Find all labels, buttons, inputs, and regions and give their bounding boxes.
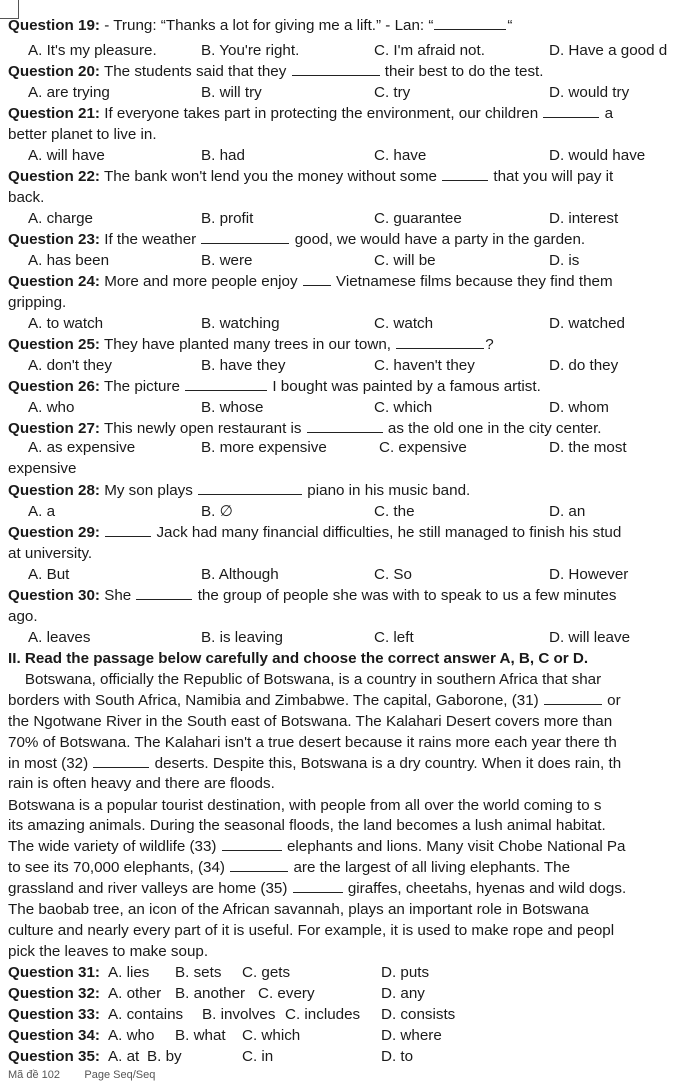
option-d: D. whom	[549, 399, 609, 416]
passage-line: its amazing animals. During the seasonal floods, the land becomes a lush animal habitat.	[8, 817, 606, 834]
passage-line: 70% of Botswana. The Kalahari isn't a true desert because it rains more each year there th	[8, 734, 617, 751]
option-d: D. consists	[381, 1006, 456, 1023]
option-c: C. which	[374, 399, 433, 416]
option-b: B. whose	[201, 399, 264, 416]
question-text: “	[507, 17, 513, 34]
passage-text: giraffes, cheetahs, hyenas and wild dogs.	[343, 880, 627, 897]
passage-text: deserts. Despite this, Botswana is a dry country. When it does rain, th	[150, 755, 622, 772]
passage-line: culture and nearly every part of it is useful. For example, it is used to make rope and peopl	[8, 922, 615, 939]
options-row	[0, 83, 676, 103]
option-b: B. another	[175, 985, 246, 1002]
option-c: C. expensive	[379, 439, 467, 456]
option-d: D. Have a good d	[549, 42, 668, 59]
question-text-continued: ago.	[8, 608, 38, 625]
option-b: B. sets	[175, 964, 222, 981]
question-number: Question 29:	[8, 524, 100, 541]
option-b: B. will try	[201, 84, 262, 101]
option-c: C. I'm afraid not.	[374, 42, 485, 59]
question-text: If the weather	[100, 231, 201, 248]
question-22	[8, 167, 613, 187]
option-a: A. a	[28, 503, 56, 520]
option-b: B. watching	[201, 315, 280, 332]
option-d: D. any	[381, 985, 425, 1002]
question-number: Question 22:	[8, 168, 100, 185]
option-b: B. ∅	[201, 503, 233, 520]
option-a: A. are trying	[28, 84, 110, 101]
answer-blank	[292, 62, 380, 76]
question-text: More and more people enjoy	[100, 273, 302, 290]
options-row	[0, 565, 676, 585]
options-row	[0, 146, 676, 166]
options-row	[0, 628, 676, 648]
question-text: as the old one in the city center.	[383, 420, 602, 437]
option-b: B. You're right.	[201, 42, 300, 59]
passage-text: in most (32)	[8, 755, 93, 772]
question-text: The picture	[100, 378, 185, 395]
passage-line: the Ngotwane River in the South east of Botswana. The Kalahari Desert covers more than	[8, 713, 613, 730]
option-c: C. So	[374, 566, 412, 583]
question-text: They have planted many trees in our town,	[100, 336, 396, 353]
passage-line: Botswana is a popular tourist destination, with people from all over the world coming to s	[8, 797, 602, 814]
answer-blank	[185, 377, 267, 391]
question-34	[0, 1026, 676, 1046]
question-25	[8, 335, 494, 355]
question-text: She	[100, 587, 136, 604]
question-30	[8, 586, 616, 606]
option-c: C. the	[374, 503, 415, 520]
passage-line	[8, 837, 625, 857]
question-35	[0, 1047, 676, 1067]
passage-text: or	[602, 692, 621, 709]
option-b: B. what	[175, 1027, 226, 1044]
option-c: C. will be	[374, 252, 436, 269]
option-a: A. as expensive	[28, 439, 136, 456]
option-b: B. more expensive	[201, 439, 327, 456]
option-c: C. which	[242, 1027, 301, 1044]
question-text: - Trung: “Thanks a lot for giving me a lift.” - Lan: “	[100, 17, 434, 34]
answer-blank-35	[293, 879, 343, 893]
option-b: B. profit	[201, 210, 254, 227]
option-d: D. is	[549, 252, 580, 269]
passage-text: are the largest of all living elephants. The	[289, 859, 571, 876]
answer-blank	[303, 272, 331, 286]
option-c: C. guarantee	[374, 210, 462, 227]
option-a: A. But	[28, 566, 70, 583]
options-row	[0, 314, 676, 334]
passage-line	[8, 879, 626, 899]
option-a: A. leaves	[28, 629, 91, 646]
answer-blank-31	[544, 691, 602, 705]
option-b: B. is leaving	[201, 629, 283, 646]
option-d: D. However	[549, 566, 629, 583]
options-row	[0, 398, 676, 418]
question-number: Question 34:	[8, 1027, 100, 1044]
question-text: piano in his music band.	[303, 482, 471, 499]
option-a: A. will have	[28, 147, 105, 164]
question-text	[100, 524, 104, 541]
question-number: Question 21:	[8, 105, 100, 122]
option-b: B. have they	[201, 357, 286, 374]
option-c: C. includes	[285, 1006, 361, 1023]
answer-blank	[307, 419, 383, 433]
question-text-continued: better planet to live in.	[8, 126, 157, 143]
option-c: C. try	[374, 84, 411, 101]
option-d: D. puts	[381, 964, 430, 981]
question-number: Question 19:	[8, 17, 100, 34]
question-number: Question 26:	[8, 378, 100, 395]
answer-blank	[396, 335, 484, 349]
option-b: B. had	[201, 147, 245, 164]
passage-text: grassland and river valleys are home (35)	[8, 880, 292, 897]
option-d: D. do they	[549, 357, 619, 374]
question-text-continued: gripping.	[8, 294, 67, 311]
options-row	[0, 438, 676, 458]
answer-blank-34	[230, 858, 288, 872]
question-number: Question 27:	[8, 420, 100, 437]
question-32	[0, 984, 676, 1004]
passage-line	[8, 754, 621, 774]
question-text: the group of people she was with to speak to us a few minutes	[193, 587, 617, 604]
passage-text: to see its 70,000 elephants, (34)	[8, 859, 230, 876]
question-27	[8, 419, 602, 439]
option-a: A. lies	[108, 964, 150, 981]
question-text: If everyone takes part in protecting the environment, our children	[100, 105, 543, 122]
question-text: a	[600, 105, 614, 122]
question-20	[8, 62, 543, 82]
option-b: B. were	[201, 252, 253, 269]
option-b: B. by	[147, 1048, 182, 1065]
answer-blank-32	[93, 754, 149, 768]
option-d: D. interest	[549, 210, 619, 227]
options-row	[0, 41, 676, 61]
question-text: good, we would have a party in the garden.	[290, 231, 586, 248]
option-a: A. to watch	[28, 315, 104, 332]
question-text-continued: back.	[8, 189, 45, 206]
question-text: The bank won't lend you the money without some	[100, 168, 442, 185]
option-a: A. other	[108, 985, 162, 1002]
question-text: I bought was painted by a famous artist.	[268, 378, 541, 395]
option-a: A. who	[108, 1027, 155, 1044]
option-c: C. left	[374, 629, 414, 646]
question-number: Question 24:	[8, 273, 100, 290]
answer-blank	[442, 167, 488, 181]
question-text: ?	[485, 336, 494, 353]
option-a: A. It's my pleasure.	[28, 42, 157, 59]
option-d: D. where	[381, 1027, 442, 1044]
passage-text: borders with South Africa, Namibia and Zimbabwe. The capital, Gaborone, (31)	[8, 692, 543, 709]
question-26	[8, 377, 541, 397]
option-c: C. every	[258, 985, 315, 1002]
passage-line: pick the leaves to make soup.	[8, 943, 209, 960]
option-b: B. involves	[202, 1006, 276, 1023]
question-number: Question 33:	[8, 1006, 100, 1023]
options-row	[0, 356, 676, 376]
question-text: their best to do the test.	[380, 63, 544, 80]
answer-blank	[201, 230, 289, 244]
option-d: D. would try	[549, 84, 630, 101]
answer-blank-33	[222, 837, 282, 851]
passage-line	[8, 858, 570, 878]
option-d-continued: expensive	[8, 460, 77, 477]
question-text: My son plays	[100, 482, 198, 499]
answer-blank	[198, 481, 302, 495]
question-text: that you will pay it	[489, 168, 614, 185]
question-text: The students said that they	[100, 63, 291, 80]
passage-line	[8, 691, 621, 711]
question-number: Question 20:	[8, 63, 100, 80]
option-c: C. watch	[374, 315, 434, 332]
question-29	[8, 523, 621, 543]
answer-blank	[543, 104, 599, 118]
options-row	[0, 251, 676, 271]
question-28	[8, 481, 470, 501]
option-b: B. Although	[201, 566, 279, 583]
option-d: D. an	[549, 503, 586, 520]
option-c: C. have	[374, 147, 427, 164]
question-text-continued: at university.	[8, 545, 93, 562]
options-row	[0, 209, 676, 229]
passage-text: elephants and lions. Many visit Chobe National Pa	[282, 838, 626, 855]
option-d: D. to	[381, 1048, 414, 1065]
option-a: A. who	[28, 399, 75, 416]
option-a: A. has been	[28, 252, 110, 269]
question-number: Question 35:	[8, 1048, 100, 1065]
option-a: A. don't they	[28, 357, 112, 374]
options-row	[0, 502, 676, 522]
option-c: C. haven't they	[374, 357, 475, 374]
question-24	[8, 272, 613, 292]
question-21	[8, 104, 613, 124]
question-19	[8, 16, 512, 36]
passage-line: rain is often heavy and there are floods.	[8, 775, 275, 792]
answer-blank	[434, 16, 506, 30]
passage-text: The wide variety of wildlife (33)	[8, 838, 221, 855]
question-number: Question 28:	[8, 482, 100, 499]
question-number: Question 25:	[8, 336, 100, 353]
option-a: A. charge	[28, 210, 94, 227]
question-text: Vietnamese films because they find them	[331, 273, 613, 290]
answer-blank	[105, 523, 151, 537]
passage-line: The baobab tree, an icon of the African savannah, plays an important role in Botswana	[8, 901, 589, 918]
section-title: II. Read the passage below carefully and choose the correct answer A, B, C or D.	[8, 650, 589, 667]
option-a: A. contains	[108, 1006, 184, 1023]
passage-line: Botswana, officially the Republic of Botswana, is a country in southern Africa that shar	[8, 671, 602, 688]
question-number: Question 30:	[8, 587, 100, 604]
question-23	[8, 230, 585, 250]
option-d: D. the most	[549, 439, 627, 456]
option-a: A. at	[108, 1048, 140, 1065]
question-number: Question 31:	[8, 964, 100, 981]
question-33	[0, 1005, 676, 1025]
question-text: This newly open restaurant is	[100, 420, 306, 437]
question-number: Question 23:	[8, 231, 100, 248]
footer-code: Mã đề 102 Page Seq/Seq	[8, 1069, 156, 1081]
option-c: C. gets	[242, 964, 291, 981]
option-d: D. watched	[549, 315, 625, 332]
question-text: Jack had many financial difficulties, he still managed to finish his stud	[152, 524, 622, 541]
question-31	[0, 963, 676, 983]
question-number: Question 32:	[8, 985, 100, 1002]
option-d: D. will leave	[549, 629, 631, 646]
option-d: D. would have	[549, 147, 646, 164]
answer-blank	[136, 586, 192, 600]
option-c: C. in	[242, 1048, 274, 1065]
